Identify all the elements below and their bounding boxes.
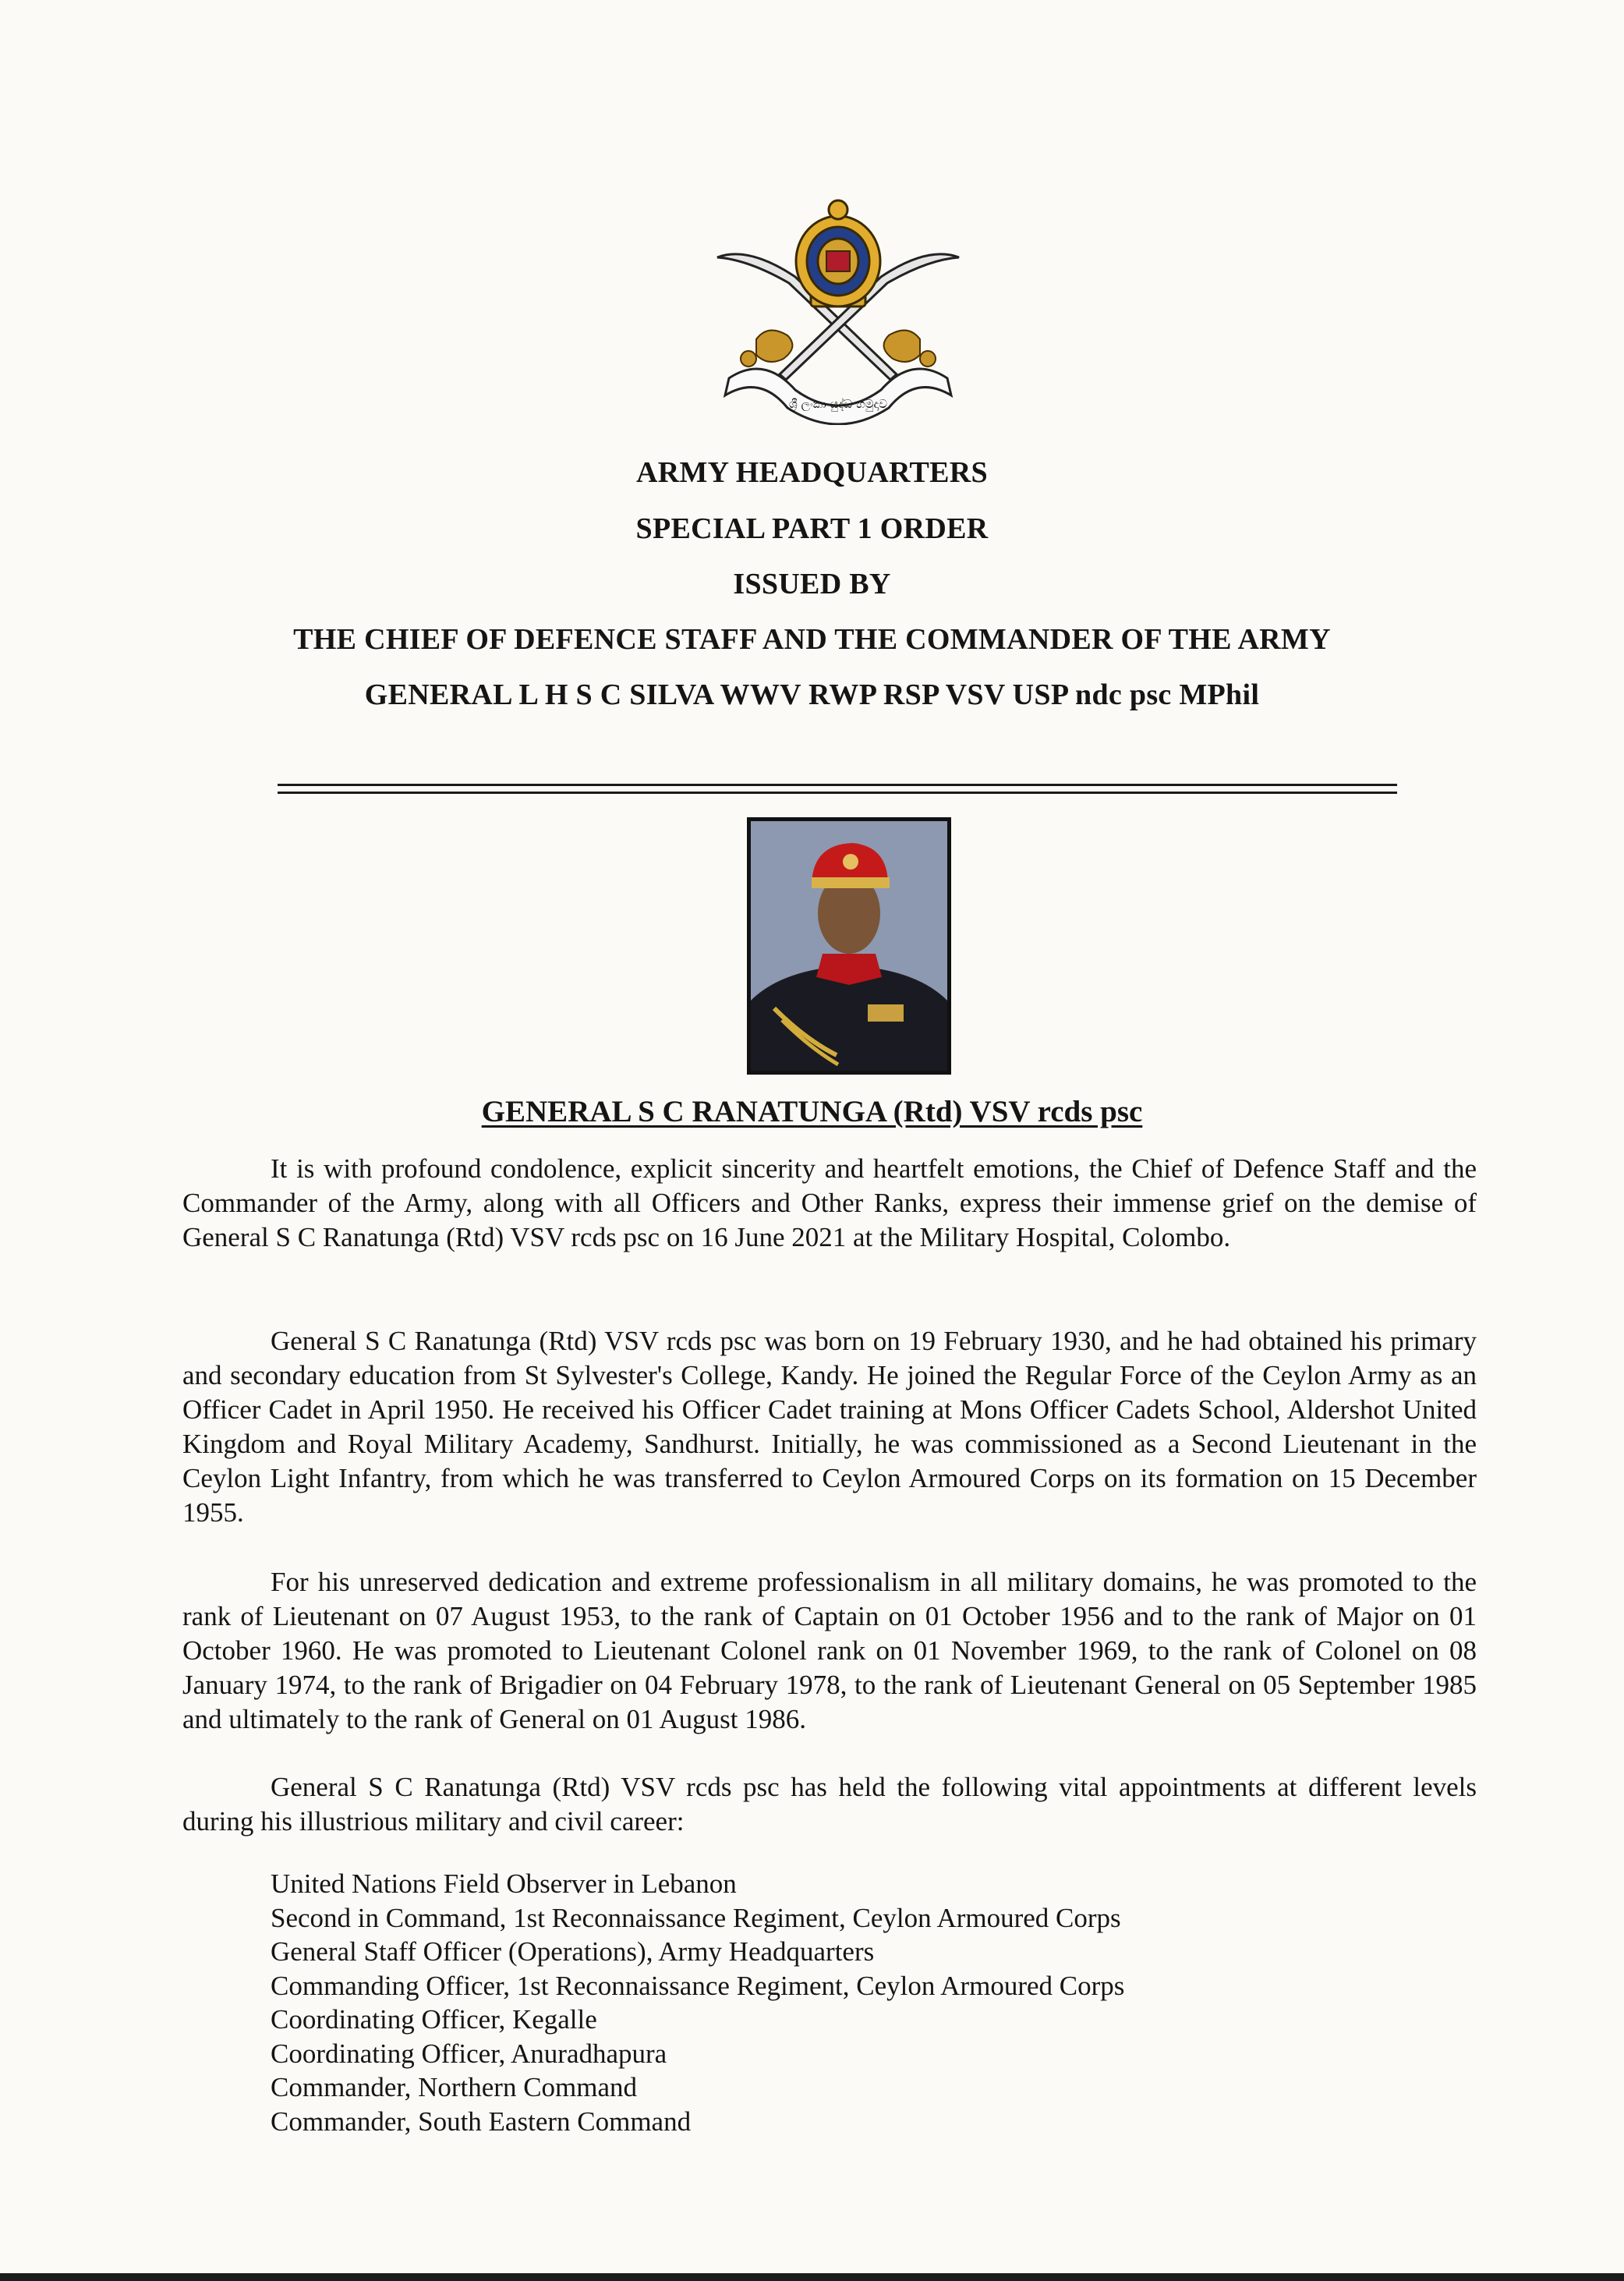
portrait-illustration [751, 821, 947, 1071]
header-issued-by: ISSUED BY [733, 568, 891, 600]
appointment-item: General Staff Officer (Operations), Army Headquarters [271, 1936, 875, 1967]
crest-motto: ශ්‍රී ලංකා යුද්ධ හමුදාව [789, 397, 887, 411]
appointment-item: Commanding Officer, 1st Reconnaissance Regiment, Ceylon Armoured Corps [271, 1970, 1125, 2001]
divider-rule-top [278, 784, 1397, 786]
header-issuing-authority: THE CHIEF OF DEFENCE STAFF AND THE COMMANDER OF THE ARMY [293, 623, 1331, 656]
appointment-item: Commander, South Eastern Command [271, 2106, 692, 2137]
army-crest-emblem [702, 199, 975, 425]
appointment-item: Coordinating Officer, Anuradhapura [271, 2038, 667, 2069]
paragraph-promotions: For his unreserved dedication and extreme professionalism in all military domains, he was promoted to the rank of Lieutenant on 07 August 1953, to the rank of Captain on 01 October 1956 and to the rank of Major on 01 October 1960. He was promoted to Lieutenant Colonel rank on 01 November 1969, to the rank of Colonel on 08 January 1974, to the rank of Brigadier on 04 February 1978, to the rank of Lieutenant General on 05 September 1985 and ultimately to the rank of General on 01 August 1986. [182, 1567, 1477, 1734]
header-issuing-general: GENERAL L H S C SILVA WWV RWP RSP VSV USP ndc psc MPhil [364, 678, 1260, 711]
header-army-headquarters: ARMY HEADQUARTERS [636, 456, 988, 489]
paragraph-early-life: General S C Ranatunga (Rtd) VSV rcds psc was born on 19 February 1930, and he had obtained his primary and secondary education from St Sylvester's College, Kandy. He joined the Regular Force of the Ceylon Army as an Officer Cadet in April 1950. He received his Officer Cadet training at Mons Officer Cadets School, Aldershot United Kingdom and Royal Military Academy, Sandhurst. Initially, he was commissioned as a Second Lieutenant in the Ceylon Light Infantry, from which he was transferred to Ceylon Armoured Corps on its formation on 15 December 1955. [182, 1326, 1477, 1528]
appointment-item: United Nations Field Observer in Lebanon [271, 1868, 737, 1899]
deceased-name-heading: GENERAL S C RANATUNGA (Rtd) VSV rcds psc [481, 1095, 1143, 1128]
divider-rule-bottom [278, 792, 1397, 794]
appointment-item: Second in Command, 1st Reconnaissance Regiment, Ceylon Armoured Corps [271, 1902, 1121, 1933]
header-special-part-1-order: SPECIAL PART 1 ORDER [635, 512, 989, 545]
appointment-item: Commander, Northern Command [271, 2072, 638, 2102]
appointment-item: Coordinating Officer, Kegalle [271, 2004, 597, 2035]
paragraph-condolence: It is with profound condolence, explicit sincerity and heartfelt emotions, the Chief of Defence Staff and the Commander of the Army, along with all Officers and Other Ranks, express their immense grief on the demise of General S C Ranatunga (Rtd) VSV rcds psc on 16 June 2021 at the Military Hospital, Colombo. [182, 1153, 1477, 1252]
appointments-list [271, 1867, 1124, 2138]
portrait-photo [747, 817, 951, 1075]
paragraph-appointments-intro: General S C Ranatunga (Rtd) VSV rcds psc has held the following vital appointments at different levels during his illustrious military and civil career: [182, 1772, 1477, 1836]
scan-bottom-edge [0, 2273, 1624, 2281]
